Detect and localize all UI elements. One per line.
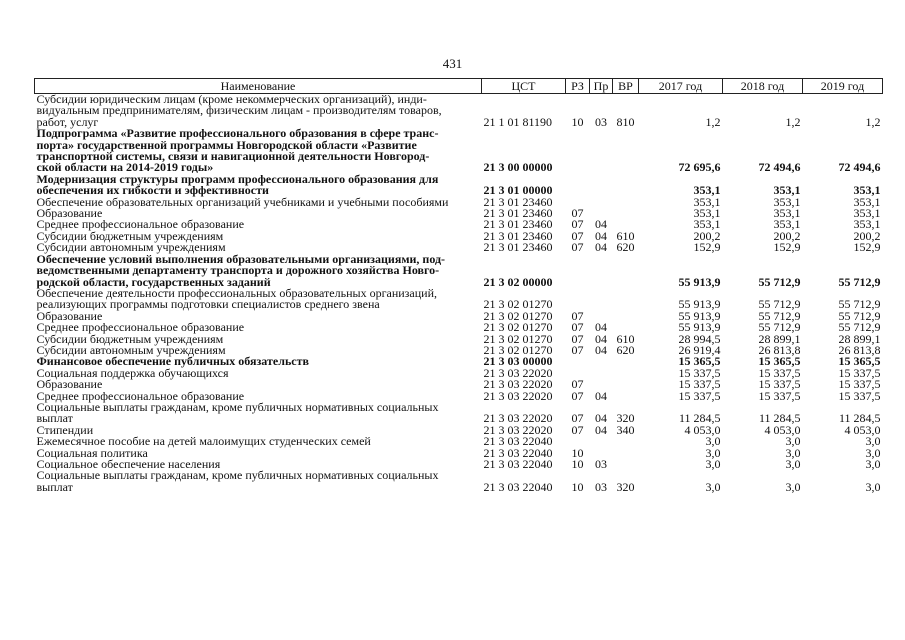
row-rz: 07	[571, 377, 584, 392]
row-vr: 620	[616, 342, 635, 357]
row-vr: 340	[616, 422, 635, 437]
row-name-line: Подпрограмма «Развитие профессионального образования в сфере транс-	[36, 126, 439, 141]
row-pr: 04	[595, 228, 607, 243]
row-pr	[590, 356, 613, 367]
row-2018: 11 284,5	[758, 411, 801, 426]
row-vr: 610	[616, 228, 635, 243]
row-2019: 15 337,5	[838, 365, 881, 380]
row-pr: 03	[595, 457, 607, 471]
row-2018: 200,2	[773, 228, 801, 243]
row-name-line: Субсидии юридическим лицам (кроме некоммерческих организаций), инди-	[36, 92, 427, 106]
row-rz: 07	[571, 308, 584, 323]
row-cst: 21 1 01 81190	[483, 114, 553, 129]
row-name-line: Субсидии автономным учреждениям	[36, 240, 226, 255]
row-cst: 21 3 01 23460	[483, 194, 553, 209]
row-name-line: Среднее профессиональное образование	[36, 388, 245, 403]
row-rz	[566, 254, 590, 288]
row-name-line: Образование	[36, 206, 103, 221]
row-2017: 3,0	[705, 434, 721, 449]
row-rz: 07	[571, 331, 584, 346]
row-vr: 610	[616, 331, 635, 346]
row-name-line: Среднее профессиональное образование	[36, 217, 245, 232]
row-2017: 15 337,5	[678, 377, 721, 392]
table-row	[35, 174, 883, 197]
row-name-line: Социальная политика	[36, 445, 148, 460]
row-2018: 15 337,5	[758, 377, 801, 392]
row-2019: 353,1	[853, 217, 881, 232]
row-pr	[590, 174, 613, 197]
row-name-line: выплат	[36, 411, 73, 426]
row-2017: 26 919,4	[678, 342, 721, 357]
row-name-line: Образование	[36, 308, 103, 323]
row-rz: 10	[571, 445, 584, 460]
row-2017: 55 913,9	[678, 297, 721, 312]
row-2017: 200,2	[693, 228, 721, 243]
header-2017: 2017 год	[639, 79, 723, 94]
row-name-line: Модернизация структуры программ профессионального образования для	[36, 171, 439, 186]
row-2018: 1,2	[785, 114, 801, 129]
row-rz: 07	[571, 320, 584, 335]
row-vr	[613, 356, 639, 367]
row-2019: 200,2	[853, 228, 881, 243]
row-vr	[613, 459, 639, 470]
row-name	[35, 285, 482, 312]
row-rz: 07	[571, 422, 584, 437]
row-vr	[613, 288, 639, 311]
row-2019: 28 899,1	[838, 331, 881, 346]
row-2019: 55 712,9	[838, 308, 881, 323]
row-2019: 55 712,9	[838, 320, 881, 335]
row-cst: 21 3 02 01270	[483, 320, 553, 335]
table-row	[35, 254, 883, 288]
row-name-line: Обеспечение образовательных организаций учебниками и учебными пособиями	[36, 194, 449, 209]
row-2019: 353,1	[853, 194, 881, 209]
row-cst: 21 3 03 22020	[483, 365, 553, 380]
header-pr: Пр	[590, 79, 613, 94]
row-rz: 07	[571, 388, 584, 403]
row-name-line: Социальная поддержка обучающихся	[36, 365, 229, 380]
row-name-line: Образование	[36, 377, 103, 392]
row-cst: 21 3 01 23460	[483, 206, 553, 221]
row-pr	[590, 254, 613, 288]
row-name-line: Социальные выплаты гражданам, кроме публичных нормативных социальных	[36, 468, 439, 483]
row-2018: 55 712,9	[758, 297, 801, 312]
row-2017: 353,1	[693, 183, 721, 198]
header-rz: РЗ	[566, 79, 590, 94]
row-rz: 10	[571, 457, 584, 471]
row-vr	[613, 311, 639, 322]
row-name-line: выплат	[36, 479, 73, 494]
row-vr	[613, 448, 639, 459]
row-cst: 21 3 00 00000	[483, 160, 553, 175]
row-2018: 55 712,9	[758, 274, 801, 289]
row-cst: 21 3 03 22020	[483, 377, 553, 392]
row-2018: 353,1	[773, 194, 801, 209]
row-2018: 15 337,5	[758, 388, 801, 403]
row-name-line: Финансовое обеспечение публичных обязательств	[36, 354, 309, 369]
row-name	[35, 470, 482, 493]
header-2019: 2019 год	[803, 79, 883, 94]
row-vr	[613, 174, 639, 197]
row-name-line: Субсидии бюджетным учреждениям	[36, 228, 224, 243]
row-cst: 21 3 02 01270	[483, 342, 553, 357]
row-2017: 1,2	[705, 114, 721, 129]
row-name-line: ведомственными департаменту транспорта и дорожного хозяйства Новго-	[36, 263, 440, 278]
table-row	[35, 436, 883, 447]
row-2019: 3,0	[865, 434, 881, 449]
row-rz: 07	[571, 228, 584, 243]
header-2018: 2018 год	[723, 79, 803, 94]
row-vr	[613, 128, 639, 174]
row-pr	[590, 368, 613, 379]
row-2018: 3,0	[785, 434, 801, 449]
row-pr	[590, 128, 613, 174]
table-row	[35, 197, 883, 208]
row-pr: 04	[595, 240, 607, 255]
row-2019: 1,2	[865, 114, 881, 129]
row-2019: 3,0	[865, 445, 881, 460]
row-cst: 21 3 03 22020	[483, 422, 553, 437]
header-cst: ЦСТ	[482, 79, 566, 94]
row-2019: 72 494,6	[838, 160, 881, 175]
row-name	[35, 251, 482, 289]
row-cst: 21 3 01 00000	[483, 183, 553, 198]
row-2017: 28 994,5	[678, 331, 721, 346]
row-2019: 15 337,5	[838, 388, 881, 403]
row-2017: 152,9	[693, 240, 721, 255]
row-cst: 21 3 01 23460	[483, 240, 553, 255]
row-cst: 21 3 01 23460	[483, 217, 553, 232]
row-2018: 3,0	[785, 445, 801, 460]
header-vr: ВР	[613, 79, 639, 94]
row-cst: 21 3 02 01270	[483, 297, 553, 312]
row-name-line: транспортной системы, связи и навигационной деятельности Новгород-	[36, 149, 430, 164]
row-2018: 15 365,5	[758, 354, 801, 369]
row-cst: 21 3 03 22020	[483, 411, 553, 426]
row-pr: 04	[595, 422, 607, 437]
row-2019: 15 337,5	[838, 377, 881, 392]
row-pr: 04	[595, 320, 607, 335]
row-pr	[590, 288, 613, 311]
row-2017: 72 695,6	[678, 160, 721, 175]
row-rz: 10	[571, 479, 584, 494]
row-cst: 21 3 03 22040	[483, 445, 553, 460]
row-2018: 55 712,9	[758, 320, 801, 335]
row-rz: 07	[571, 240, 584, 255]
row-2019: 353,1	[853, 206, 881, 221]
row-vr: 810	[616, 114, 635, 129]
row-pr: 03	[595, 479, 607, 494]
row-2019: 3,0	[865, 457, 881, 471]
row-2018: 15 337,5	[758, 365, 801, 380]
budget-table	[34, 78, 883, 493]
row-name-line: обеспечения их гибкости и эффективности	[36, 183, 269, 198]
row-name	[35, 94, 482, 129]
row-2018: 3,0	[785, 457, 801, 471]
row-cst: 21 3 03 22040	[483, 479, 553, 494]
row-2017: 55 913,9	[678, 308, 721, 323]
row-2017: 15 365,5	[678, 354, 721, 369]
row-vr: 320	[616, 479, 635, 494]
row-vr	[613, 391, 639, 402]
row-pr: 04	[595, 217, 607, 232]
row-2018: 353,1	[773, 183, 801, 198]
row-2017: 15 337,5	[678, 365, 721, 380]
header-name: Наименование	[35, 79, 482, 94]
table-row	[35, 128, 883, 174]
row-2018: 3,0	[785, 479, 801, 494]
row-2018: 55 712,9	[758, 308, 801, 323]
row-2017: 11 284,5	[678, 411, 721, 426]
row-rz: 07	[571, 411, 584, 426]
row-name-line: порта» государственной программы Новгородской области «Развитие	[36, 137, 417, 152]
row-name-line: Среднее профессиональное образование	[36, 320, 245, 335]
row-pr: 04	[595, 411, 607, 426]
row-2019: 55 712,9	[838, 274, 881, 289]
row-name-line: Обеспечение деятельности профессиональных образовательных организаций,	[36, 285, 437, 300]
row-name	[35, 399, 482, 426]
row-pr	[590, 197, 613, 208]
table-row	[35, 368, 883, 379]
row-name-line: реализующих программы подготовки специалистов среднего звена	[36, 297, 380, 312]
row-rz	[566, 288, 590, 311]
row-vr	[613, 379, 639, 390]
row-name-line: Обеспечение условий выполнения образовательными организациями, под-	[36, 251, 446, 266]
row-name-line: Субсидии бюджетным учреждениям	[36, 331, 224, 346]
row-2017: 55 913,9	[678, 320, 721, 335]
row-2017: 4 053,0	[684, 422, 721, 437]
row-2019: 152,9	[853, 240, 881, 255]
row-2017: 353,1	[693, 194, 721, 209]
row-2018: 152,9	[773, 240, 801, 255]
row-name-line: родской области, государственных заданий	[36, 274, 271, 289]
table-row	[35, 94, 883, 129]
row-name-line: Стипендии	[36, 422, 94, 437]
table-body	[35, 94, 883, 494]
row-name	[35, 128, 482, 174]
table-row	[35, 288, 883, 311]
row-cst: 21 3 03 22040	[483, 434, 553, 449]
row-2019: 26 813,8	[838, 342, 881, 357]
row-vr: 620	[616, 240, 635, 255]
row-cst: 21 3 03 22040	[483, 457, 553, 471]
row-cst: 21 3 01 23460	[483, 228, 553, 243]
row-2018: 4 053,0	[764, 422, 801, 437]
row-2017: 3,0	[705, 445, 721, 460]
row-2018: 72 494,6	[758, 160, 801, 175]
row-2017: 55 913,9	[678, 274, 721, 289]
row-pr: 03	[595, 114, 607, 129]
row-rz: 07	[571, 342, 584, 357]
row-vr	[613, 254, 639, 288]
row-cst: 21 3 03 22020	[483, 388, 553, 403]
row-2017: 3,0	[705, 479, 721, 494]
row-2019: 4 053,0	[844, 422, 881, 437]
row-2018: 353,1	[773, 206, 801, 221]
row-name-line: работ, услуг	[36, 114, 99, 129]
row-rz: 07	[571, 217, 584, 232]
row-2019: 3,0	[865, 479, 881, 494]
table-row	[35, 402, 883, 425]
row-rz	[566, 174, 590, 197]
row-vr	[613, 368, 639, 379]
row-rz: 10	[571, 114, 584, 129]
row-name-line: ской области на 2014-2019 годы»	[36, 160, 214, 175]
row-2017: 353,1	[693, 217, 721, 232]
row-name-line: Социальное обеспечение населения	[36, 457, 221, 471]
row-cst: 21 3 02 00000	[483, 274, 553, 289]
row-rz: 07	[571, 206, 584, 221]
row-pr: 04	[595, 388, 607, 403]
row-cst: 21 3 02 01270	[483, 331, 553, 346]
row-2017: 353,1	[693, 206, 721, 221]
row-rz	[566, 128, 590, 174]
row-2018: 26 813,8	[758, 342, 801, 357]
row-vr	[613, 208, 639, 219]
row-pr: 04	[595, 342, 607, 357]
row-name-line: Субсидии автономным учреждениям	[36, 342, 226, 357]
row-2019: 15 365,5	[838, 354, 881, 369]
row-name-line: Социальные выплаты гражданам, кроме публичных нормативных социальных	[36, 399, 439, 414]
row-2017: 15 337,5	[678, 388, 721, 403]
row-2019: 11 284,5	[838, 411, 881, 426]
row-2019: 353,1	[853, 183, 881, 198]
row-2017: 3,0	[705, 457, 721, 471]
row-pr	[590, 436, 613, 447]
row-name	[35, 171, 482, 198]
row-name-line: Ежемесячное пособие на детей малоимущих студенческих семей	[36, 434, 371, 449]
row-vr	[613, 436, 639, 447]
page-number: 431	[442, 56, 463, 71]
row-name-line: видуальным предпринимателям, физическим лицам - производителям товаров,	[36, 103, 442, 118]
row-cst: 21 3 02 01270	[483, 308, 553, 323]
table-row	[35, 470, 883, 493]
row-2018: 28 899,1	[758, 331, 801, 346]
row-vr	[613, 197, 639, 208]
row-2018: 353,1	[773, 217, 801, 232]
row-rz	[566, 356, 590, 367]
row-cst: 21 3 03 00000	[483, 354, 553, 369]
row-pr: 04	[595, 331, 607, 346]
row-vr: 320	[616, 411, 635, 426]
row-2019: 55 712,9	[838, 297, 881, 312]
